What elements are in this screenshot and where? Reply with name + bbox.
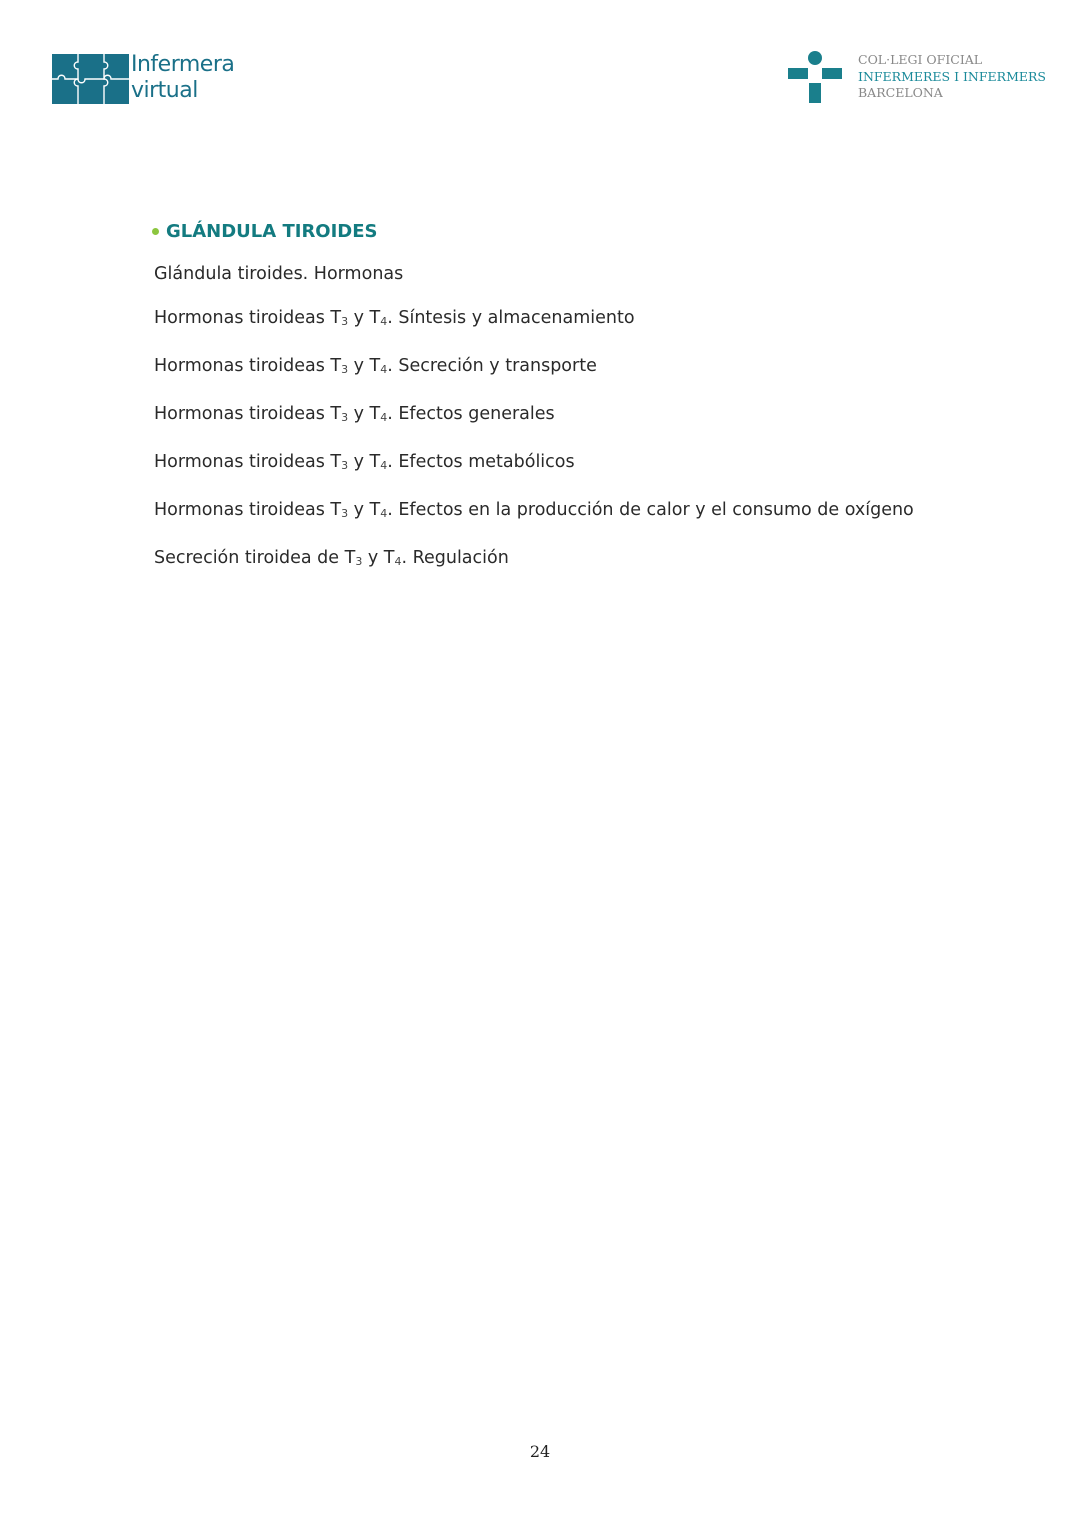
- coib-line-2: INFERMERES I INFERMERS: [858, 68, 1046, 84]
- section-heading: [152, 219, 926, 243]
- topic-item: Glándula tiroides. Hormonas: [154, 264, 404, 284]
- coib-line-1: COL·LEGI OFICIAL: [858, 52, 983, 67]
- topic-item: Secreción tiroidea de $T_3$ y $T_4$. Regulación: [154, 548, 509, 568]
- coib-logo: [788, 51, 1046, 103]
- infermera-virtual-logo: [52, 54, 234, 104]
- section-title: GLÁNDULA TIROIDES: [166, 220, 378, 242]
- topic-item: Hormonas tiroideas $T_3$ y $T_4$. Efectos generales: [154, 404, 555, 424]
- coib-line-3: BARCELONA: [858, 85, 943, 100]
- topic-item: Hormonas tiroideas $T_3$ y $T_4$. Secreción y transporte: [154, 356, 597, 376]
- bullet-icon: [152, 228, 159, 235]
- topic-item: Hormonas tiroideas $T_3$ y $T_4$. Efectos metabólicos: [154, 452, 575, 472]
- topic-item: Hormonas tiroideas $T_3$ y $T_4$. Síntesis y almacenamiento: [154, 308, 635, 328]
- logo-line-2: virtual: [131, 78, 198, 103]
- cross-icon: [788, 51, 842, 103]
- logo-line-1: Infermera: [131, 52, 235, 77]
- page-number: 24: [529, 1442, 551, 1461]
- section-content: [154, 219, 926, 573]
- puzzle-icon: [52, 54, 129, 104]
- topic-item: Hormonas tiroideas $T_3$ y $T_4$. Efectos en la producción de calor y el consumo de oxígeno: [154, 500, 914, 520]
